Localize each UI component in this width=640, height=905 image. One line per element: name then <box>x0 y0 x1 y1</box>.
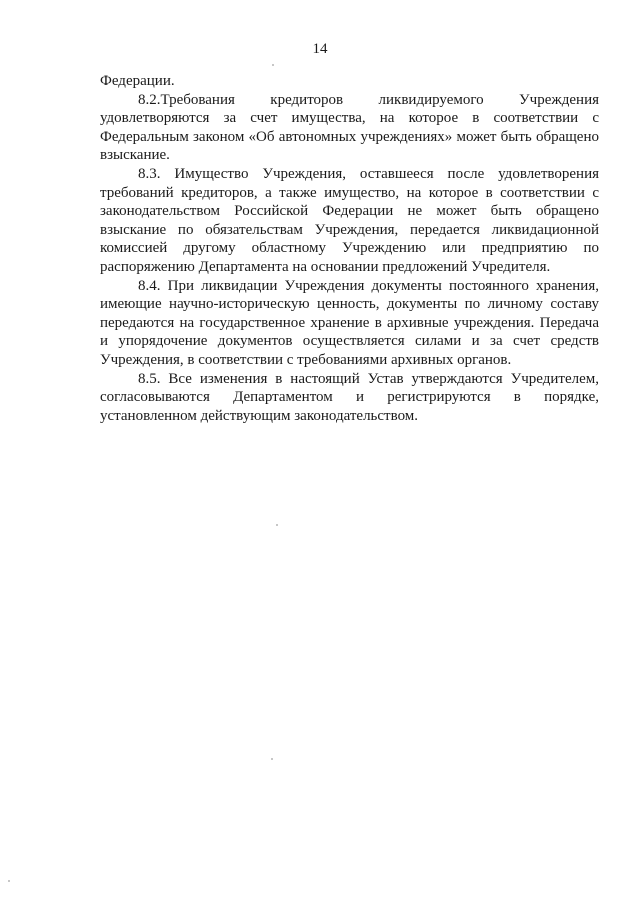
paragraph-8-4: 8.4. При ликвидации Учреждения документы постоянного хранения, имеющие научно-историческую ценность, документы по личному составу передаются на государственное хранение в архивные учреждения. Передача и упорядочение документов осуществляется силами и за счет средств Учреждения, в соответствии с требованиями архивных органов. <box>100 277 599 368</box>
paragraph-8-2: 8.2.Требования кредиторов ликвидируемого Учреждения удовлетворяются за счет имущества, на которое в соответствии с Федеральным законом «Об автономных учреждениях» может быть обращено взыскание. <box>100 91 599 164</box>
scan-speck <box>276 524 278 526</box>
paragraph-continuation: Федерации. <box>100 73 175 89</box>
scan-speck <box>271 758 273 760</box>
paragraph-8-3: 8.3. Имущество Учреждения, оставшееся после удовлетворения требований кредиторов, а также имущество, на которое в соответствии с законодательством Российской Федерации не может быть обращено взыскание по обязательствам Учреждения, передается ликвидационной комиссией другому областному Учреждению или предприятию по распоряжению Департамента на основании предложений Учредителя. <box>100 165 599 275</box>
document-body <box>100 72 599 425</box>
scan-speck <box>8 880 10 882</box>
paragraph-8-5: 8.5. Все изменения в настоящий Устав утверждаются Учредителем, согласовываются Департаментом и регистрируются в порядке, установленном действующим законодательством. <box>100 370 599 424</box>
scan-speck <box>272 64 274 66</box>
page-number: 14 <box>312 41 328 57</box>
